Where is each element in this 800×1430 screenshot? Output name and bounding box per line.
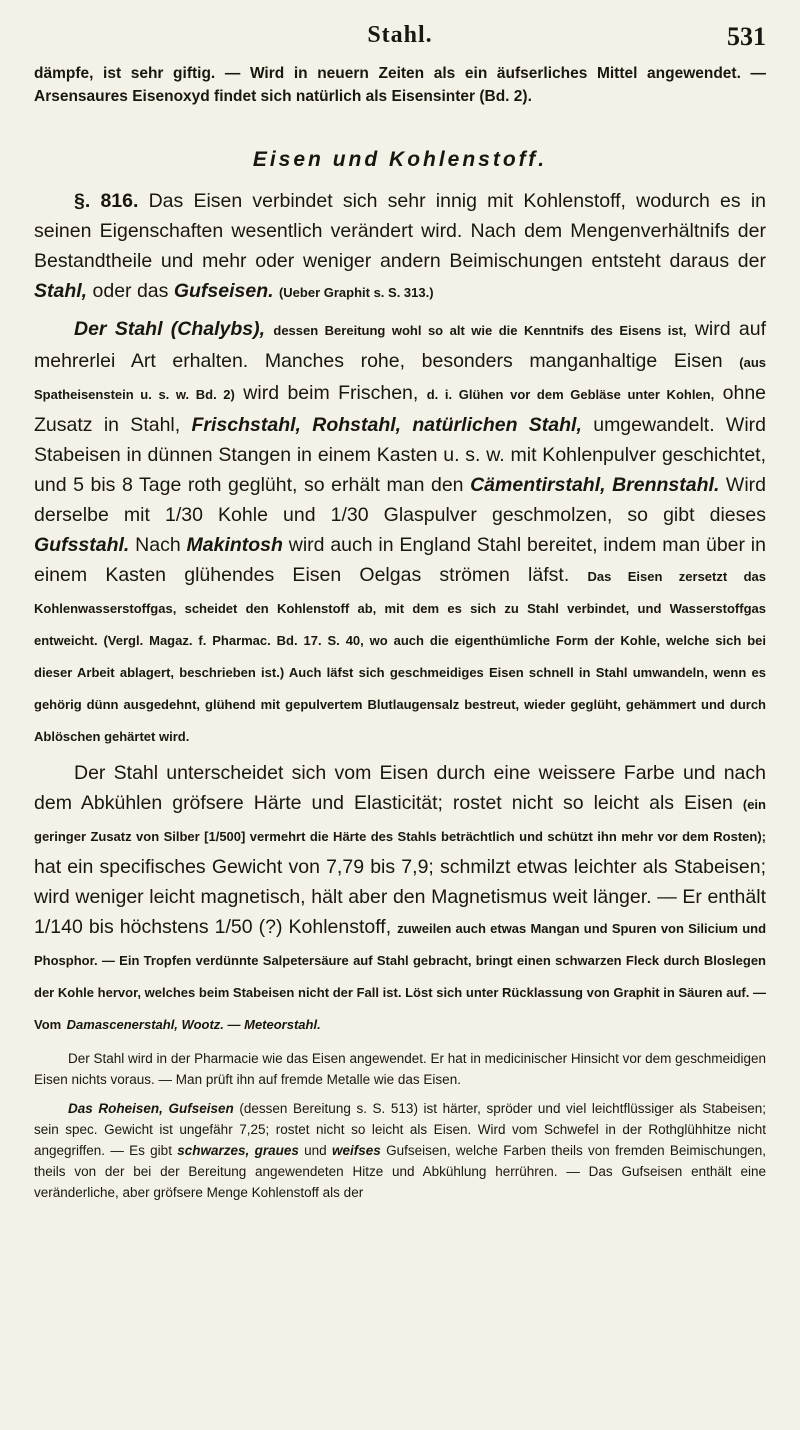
term-gusseisen: Gufseisen. — [173, 280, 274, 302]
note-inline: (aus Spatheisenstein u. s. w. Bd. 2) — [34, 355, 766, 402]
footnote-inline: (Ueber Graphit s. S. 313.) — [278, 285, 434, 300]
paragraph-text: oder das — [92, 280, 169, 302]
paragraph-text: Der Stahl unterscheidet sich vom Eisen durch eine weissere Farbe und nach dem Abkühlen gröfsere Härte und Elasticität; rostet nicht so leicht als Eisen — [34, 762, 766, 814]
running-head — [34, 22, 766, 62]
paragraph-text: hat ein specifisches Gewicht von 7,79 bis 7,9; schmilzt etwas leichter als Stabeisen; wird weniger leicht magnetisch, hält aber den Magnetismus weit länger. — Er enthält 1/140 bis höchstens 1/50 (?) Kohlenstoff, — [34, 856, 766, 938]
term-gussstahl: Gufsstahl. — [34, 534, 130, 556]
note-inline: zuweilen auch etwas Mangan und Spuren von Silicium und Phosphor. — Ein Tropfen verdünnte Salpetersäure auf Stahl gebracht, bringt einen schwarzen Fleck durch Bloslegen der Kohle hervor, welches beim Stabeisen nicht der Fall ist. Löst sich unter Rücklassung von Graphit in Säuren auf. — Vom — [34, 921, 767, 1032]
paragraph-816 — [34, 186, 766, 308]
paragraph-text: Wird derselbe mit 1/30 Kohle und 1/30 Glaspulver geschmolzen, so gibt dieses — [34, 474, 766, 526]
section-heading: Eisen und Kohlenstoff. — [252, 148, 548, 171]
section-mark: §. 816. — [74, 190, 139, 212]
paragraph-text: Gufseisen, welche Farben theils von fremden Beimischungen, theils von der bei der Bereitung angewendeten Hitze und Abkühlung herrühren. — Das Gufseisen enthält eine veränderliche, aber gröfsere Menge Kohlenstoff als der — [34, 1143, 766, 1200]
terms-frischstahl: Frischstahl, Rohstahl, natürlichen Stahl, — [191, 414, 582, 436]
paragraph-text: umgewandelt. Wird Stabeisen in dünnen Stangen in einem Kasten u. s. w. mit Kohlenpulver geschichtet, und 5 bis 8 Tage roth geglüht, so erhält man den — [34, 414, 767, 496]
paragraph-text: ohne Zusatz in Stahl, — [34, 382, 767, 436]
paragraph-text: (dessen Bereitung s. S. 513) ist härter, spröder und viel leichtflüssiger als Stabeisen; sein spec. Gewicht ist ungefähr 7,25; rostet nicht so leicht als Eisen. Wird vom Schwefel in der Rothglühhitze nicht angegriffen. — Es gibt — [34, 1101, 766, 1158]
terms-caementirstahl: Cämentirstahl, Brennstahl. — [470, 474, 720, 496]
note-terms — [67, 1017, 321, 1032]
terms-colors: schwarzes, graues — [177, 1143, 299, 1158]
lead-paragraph: dämpfe, ist sehr giftig. — Wird in neuern Zeiten als ein äufserliches Mittel angewendet. — Arsensaures Eisenoxyd findet sich natürlich als Eisensinter (Bd. 2). — [34, 65, 766, 105]
note-inline: dessen Bereitung wohl so alt wie die Kenntnifs des Eisens ist, — [273, 323, 687, 338]
paragraph-text: wird beim Frischen, — [243, 382, 419, 404]
name-makintosh: Makintosh — [186, 534, 283, 556]
term-weisses: weifses — [331, 1143, 381, 1158]
paragraph-unterschied — [34, 758, 766, 1040]
term-stahl-chalybs: Der Stahl (Chalybs), — [74, 318, 266, 340]
page-number: 531 — [727, 22, 766, 51]
paragraph-text: wird auf mehrerlei Art erhalten. Manches rohe, besonders manganhaltige Eisen — [34, 318, 767, 372]
terms-damascenerstahl: Damascenerstahl, Wootz. — Meteorstahl. — [66, 1017, 321, 1032]
paragraph-text: Das Eisen verbindet sich sehr innig mit Kohlenstoff, wodurch es in seinen Eigenschaften wesentlich verändert wird. Nach dem Mengenverhältnifs der Bestandtheile und mehr oder weniger andern Beimischungen entsteht daraus der — [34, 190, 767, 272]
paragraph-text: Nach — [135, 534, 181, 556]
note-inline: (ein geringer Zusatz von Silber [1/500] vermehrt die Härte des Stahls beträchtlich und schützt ihn mehr vor dem Rosten); — [34, 797, 766, 844]
note-inline: Das Eisen zersetzt das Kohlenwasserstoffgas, scheidet den Kohlenstoff ab, mit dem es sich zu Stahl verbindet, und Wasserstoffgas entweicht. (Vergl. Magaz. f. Pharmac. Bd. 17. S. 40, wo auch die eigenthümliche Form der Kohle, welche sich bei dieser Arbeit ablagert, beschrieben ist.) Auch läfst sich geschmeidiges Eisen schnell in Stahl umwandeln, wenn es gehörig dünn ausgedehnt, glühend mit gepulvertem Blutlaugensalz bestreut, wieder geglüht, gehämmert und durch Ablöschen gehärtet wird. — [34, 569, 766, 744]
paragraph-text: wird auch in England Stahl bereitet, indem man über in einem Kasten glühendes Eisen Oelgas strömen läfst. — [34, 534, 766, 586]
paragraph-roheisen — [34, 1098, 766, 1203]
term-stahl: Stahl, — [34, 280, 88, 302]
paragraph-pharmacie: Der Stahl wird in der Pharmacie wie das Eisen angewendet. Er hat in medicinischer Hinsicht vor dem geschmeidigen Eisen nichts voraus. — Man prüft ihn auf fremde Metalle wie das Eisen. — [34, 1051, 766, 1087]
note-inline: d. i. Glühen vor dem Gebläse unter Kohlen, — [426, 387, 715, 402]
running-title: Stahl. — [367, 22, 433, 48]
terms-roheisen: Das Roheisen, Gufseisen — [68, 1101, 234, 1116]
paragraph-stahl — [34, 314, 766, 752]
paragraph-text: und — [304, 1143, 327, 1158]
